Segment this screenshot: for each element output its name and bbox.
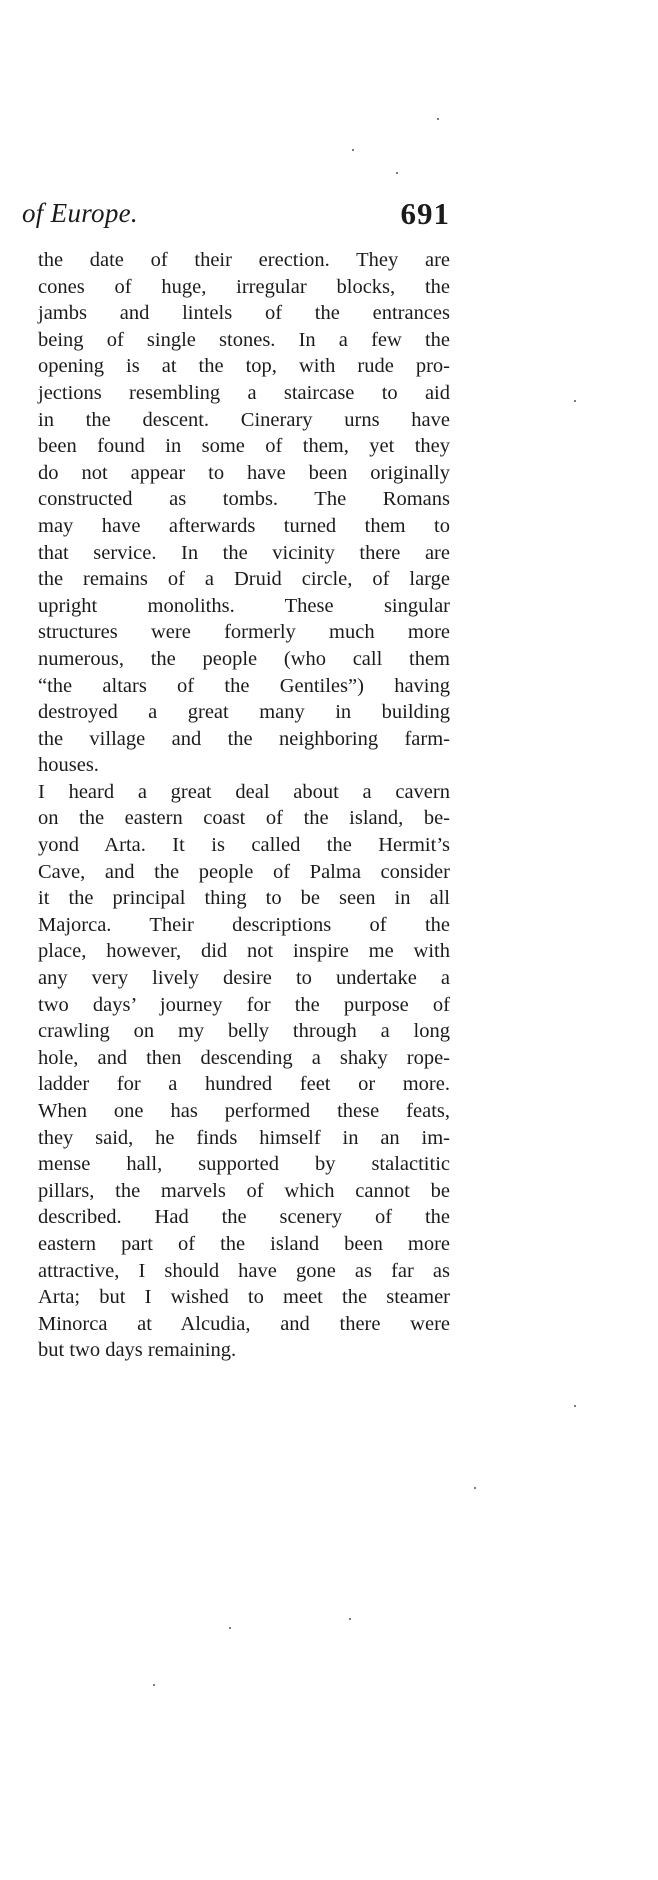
text-line: that service. In the vicinity there are (38, 541, 450, 564)
text-line: any very lively desire to undertake a (38, 967, 450, 990)
text-line: cones of huge, irregular blocks, the (38, 275, 450, 298)
text-line: hole, and then descending a shaky rope- (38, 1046, 450, 1069)
print-speck (352, 149, 354, 151)
paragraph (38, 779, 450, 1364)
text-line: being of single stones. In a few the (38, 328, 450, 351)
text-line: in the descent. Cinerary urns have (38, 408, 450, 431)
text-line: yond Arta. It is called the Hermit’s (38, 834, 450, 857)
text-line: the village and the neighboring farm- (38, 727, 450, 750)
text-line: on the eastern coast of the island, be- (38, 807, 450, 830)
text-line: attractive, I should have gone as far as (38, 1259, 450, 1282)
text-line: structures were formerly much more (38, 621, 450, 644)
text-line: may have afterwards turned them to (38, 514, 450, 537)
text-line: numerous, the people (who call them (38, 647, 450, 670)
text-line: described. Had the scenery of the (38, 1206, 450, 1229)
text-line: place, however, did not inspire me with (38, 940, 450, 963)
text-line: ladder for a hundred feet or more. (38, 1073, 450, 1096)
text-line: destroyed a great many in building (38, 701, 450, 724)
text-line: Majorca. Their descriptions of the (38, 913, 450, 936)
text-line: When one has performed these feats, (38, 1100, 450, 1122)
text-line: I heard a great deal about a cavern (38, 780, 450, 803)
print-speck (153, 1684, 155, 1686)
print-speck (574, 1405, 576, 1407)
body-text (38, 247, 450, 1364)
text-line: crawling on my belly through a long (38, 1020, 450, 1043)
print-speck (349, 1618, 351, 1620)
text-line: the date of their erection. They are (38, 249, 450, 271)
print-speck (396, 172, 398, 174)
text-line: “the altars of the Gentiles”) having (38, 674, 450, 697)
text-line: Minorca at Alcudia, and there were (38, 1312, 450, 1335)
text-line: jambs and lintels of the entrances (38, 302, 450, 325)
text-line: pillars, the marvels of which cannot be (38, 1179, 450, 1202)
text-line: been found in some of them, yet they (38, 435, 450, 458)
text-line: Cave, and the people of Palma consider (38, 860, 450, 883)
print-speck (474, 1487, 476, 1489)
text-line: houses. (38, 754, 99, 777)
text-line: do not appear to have been originally (38, 461, 450, 484)
text-line: the remains of a Druid circle, of large (38, 568, 450, 591)
text-line: they said, he finds himself in an im- (38, 1126, 450, 1149)
text-line: constructed as tombs. The Romans (38, 488, 450, 511)
text-line: mense hall, supported by stalactitic (38, 1153, 450, 1176)
text-line: opening is at the top, with rude pro- (38, 355, 450, 378)
running-head (22, 196, 450, 232)
paragraph (38, 247, 450, 779)
text-line: Arta; but I wished to meet the steamer (38, 1286, 450, 1309)
print-speck (574, 400, 576, 402)
print-speck (437, 118, 439, 120)
page-number: 691 (400, 196, 450, 231)
text-line: upright monoliths. These singular (38, 594, 450, 617)
running-title: of Europe. (22, 198, 138, 228)
text-line: jections resembling a staircase to aid (38, 381, 450, 404)
text-line: but two days remaining. (38, 1339, 237, 1362)
text-line: it the principal thing to be seen in all (38, 887, 450, 910)
text-line: two days’ journey for the purpose of (38, 993, 450, 1016)
text-line: eastern part of the island been more (38, 1232, 450, 1255)
print-speck (229, 1627, 231, 1629)
